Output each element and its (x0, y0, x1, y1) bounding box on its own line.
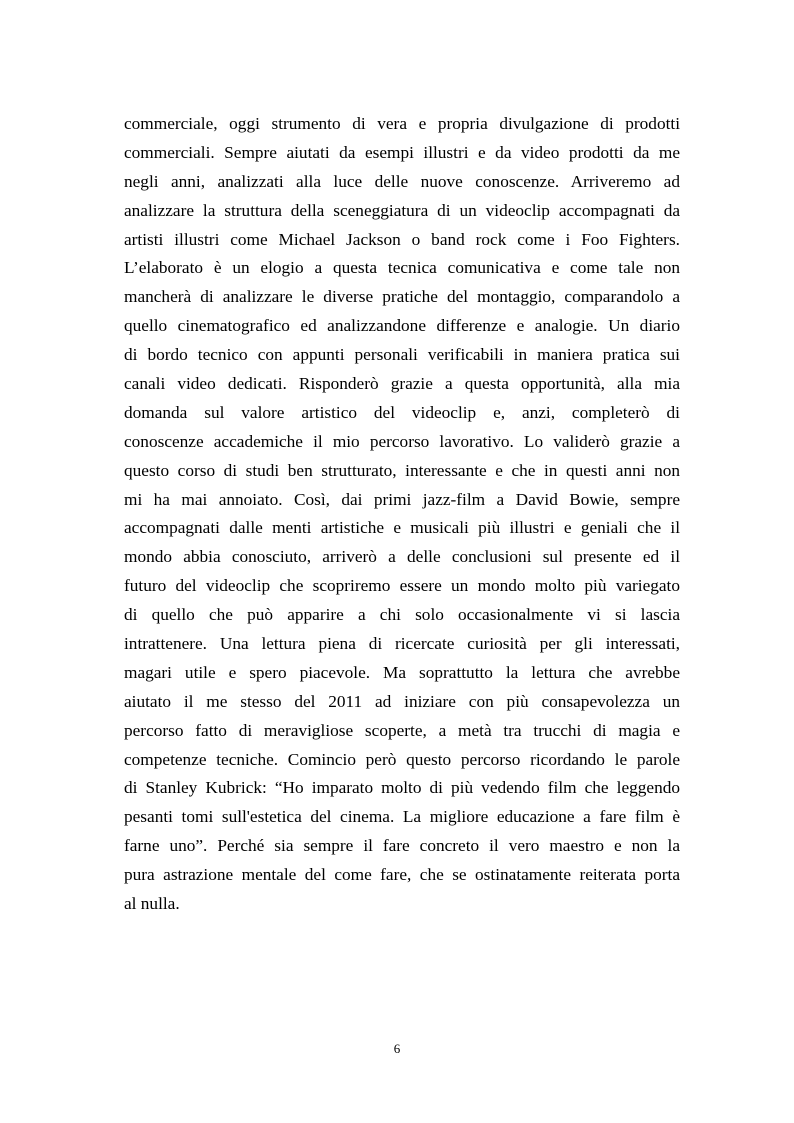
text-line: mancherà di analizzare le diverse pratiche del montaggio, comparandolo a (124, 287, 680, 307)
text-line: questo corso di studi ben strutturato, interessante e che in questi anni non (124, 460, 680, 480)
text-line-last: al nulla. (124, 894, 180, 914)
text-line: magari utile e spero piacevole. Ma soprattutto la lettura che avrebbe (124, 662, 680, 682)
text-line: accompagnati dalle menti artistiche e musicali più illustri e geniali che il (124, 518, 680, 538)
text-line: commerciali. Sempre aiutati da esempi illustri e da video prodotti da me (124, 142, 680, 162)
text-line: di Stanley Kubrick: “Ho imparato molto di più vedendo film che leggendo (124, 778, 680, 798)
text-line: canali video dedicati. Risponderò grazie a questa opportunità, alla mia (124, 374, 680, 394)
text-line: competenze tecniche. Comincio però questo percorso ricordando le parole (124, 749, 680, 769)
text-line: negli anni, analizzati alla luce delle nuove conoscenze. Arriveremo ad (124, 171, 680, 191)
text-line: di quello che può apparire a chi solo occasionalmente vi si lascia (124, 605, 680, 625)
text-line: commerciale, oggi strumento di vera e propria divulgazione di prodotti (124, 114, 680, 133)
text-line: analizzare la struttura della sceneggiatura di un videoclip accompagnati da (124, 200, 680, 220)
page-number: 6 (393, 1041, 401, 1056)
text-line: mondo abbia conosciuto, arriverò a delle conclusioni sul presente ed il (124, 547, 680, 567)
text-line: L’elaborato è un elogio a questa tecnica comunicativa e come tale non (124, 258, 680, 278)
text-line: quello cinematografico ed analizzandone differenze e analogie. Un diario (124, 316, 680, 336)
text-line: futuro del videoclip che scopriremo essere un mondo molto più variegato (124, 576, 680, 596)
text-line: aiutato il me stesso del 2011 ad iniziare con più consapevolezza un (124, 691, 680, 711)
text-line: percorso fatto di meravigliose scoperte, a metà tra trucchi di magia e (124, 720, 680, 740)
body-paragraph (124, 110, 680, 919)
text-line: intrattenere. Una lettura piena di ricercate curiosità per gli interessati, (124, 634, 680, 654)
text-line: farne uno”. Perché sia sempre il fare concreto il vero maestro e non la (124, 836, 680, 856)
text-line: di bordo tecnico con appunti personali verificabili in maniera pratica sui (124, 345, 680, 365)
text-line: artisti illustri come Michael Jackson o band rock come i Foo Fighters. (124, 229, 680, 249)
text-line: conoscenze accademiche il mio percorso lavorativo. Lo validerò grazie a (124, 431, 680, 451)
text-line: pura astrazione mentale del come fare, che se ostinatamente reiterata porta (124, 865, 680, 885)
text-line: domanda sul valore artistico del videoclip e, anzi, completerò di (124, 402, 680, 422)
text-line: mi ha mai annoiato. Così, dai primi jazz-film a David Bowie, sempre (124, 489, 680, 509)
text-line: pesanti tomi sull'estetica del cinema. La migliore educazione a fare film è (124, 807, 680, 827)
